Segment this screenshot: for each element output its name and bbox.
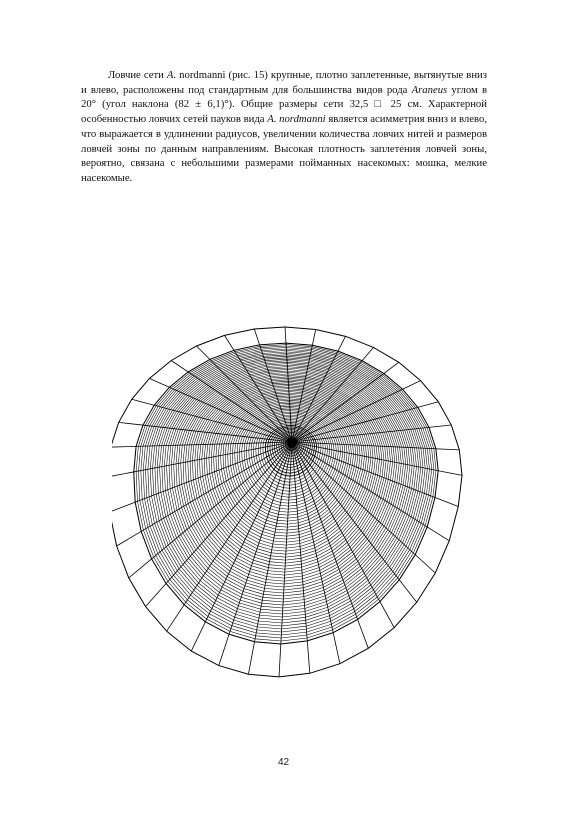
text-segment-4: является асимметрия вниз и влево, что выражается в удлинении радиусов, увеличении количества ловчих нитей и размеров ловчей зоны по данным направлениям. Высокая плотность заплетения ловчей зоны, вероятно, связана с небольшими размерами пойманных насекомых: мошка, мелкие насекомые. bbox=[81, 113, 487, 184]
web-hub-center bbox=[287, 437, 297, 447]
text-segment-2: nordmanni (рис. 15) крупные, плотно заплетенные, вытянутые вниз и влево, расположены под стандартным для большинства видов рода bbox=[81, 69, 487, 96]
page-number: 42 bbox=[277, 757, 290, 768]
web-spiral-thread bbox=[192, 380, 384, 569]
text-segment-1: Ловчие сети bbox=[108, 69, 167, 81]
orb-web-drawing bbox=[112, 236, 468, 726]
body-paragraph bbox=[81, 68, 487, 186]
web-radius bbox=[171, 361, 292, 443]
genus-name: Araneus bbox=[411, 83, 448, 96]
genus-abbreviation: A. bbox=[166, 69, 177, 81]
species-name: A. nordmanni bbox=[267, 113, 326, 126]
web-frame-outer bbox=[112, 327, 462, 677]
web-radius bbox=[167, 442, 292, 631]
spider-web-figure bbox=[112, 236, 468, 726]
text-segment-3: углом в 20° (угол наклона (82 ± 6,1)°). Общие размеры сети 32,5 □ 25 см. Характерной особенностью ловчих сетей пауков вида bbox=[81, 83, 487, 126]
